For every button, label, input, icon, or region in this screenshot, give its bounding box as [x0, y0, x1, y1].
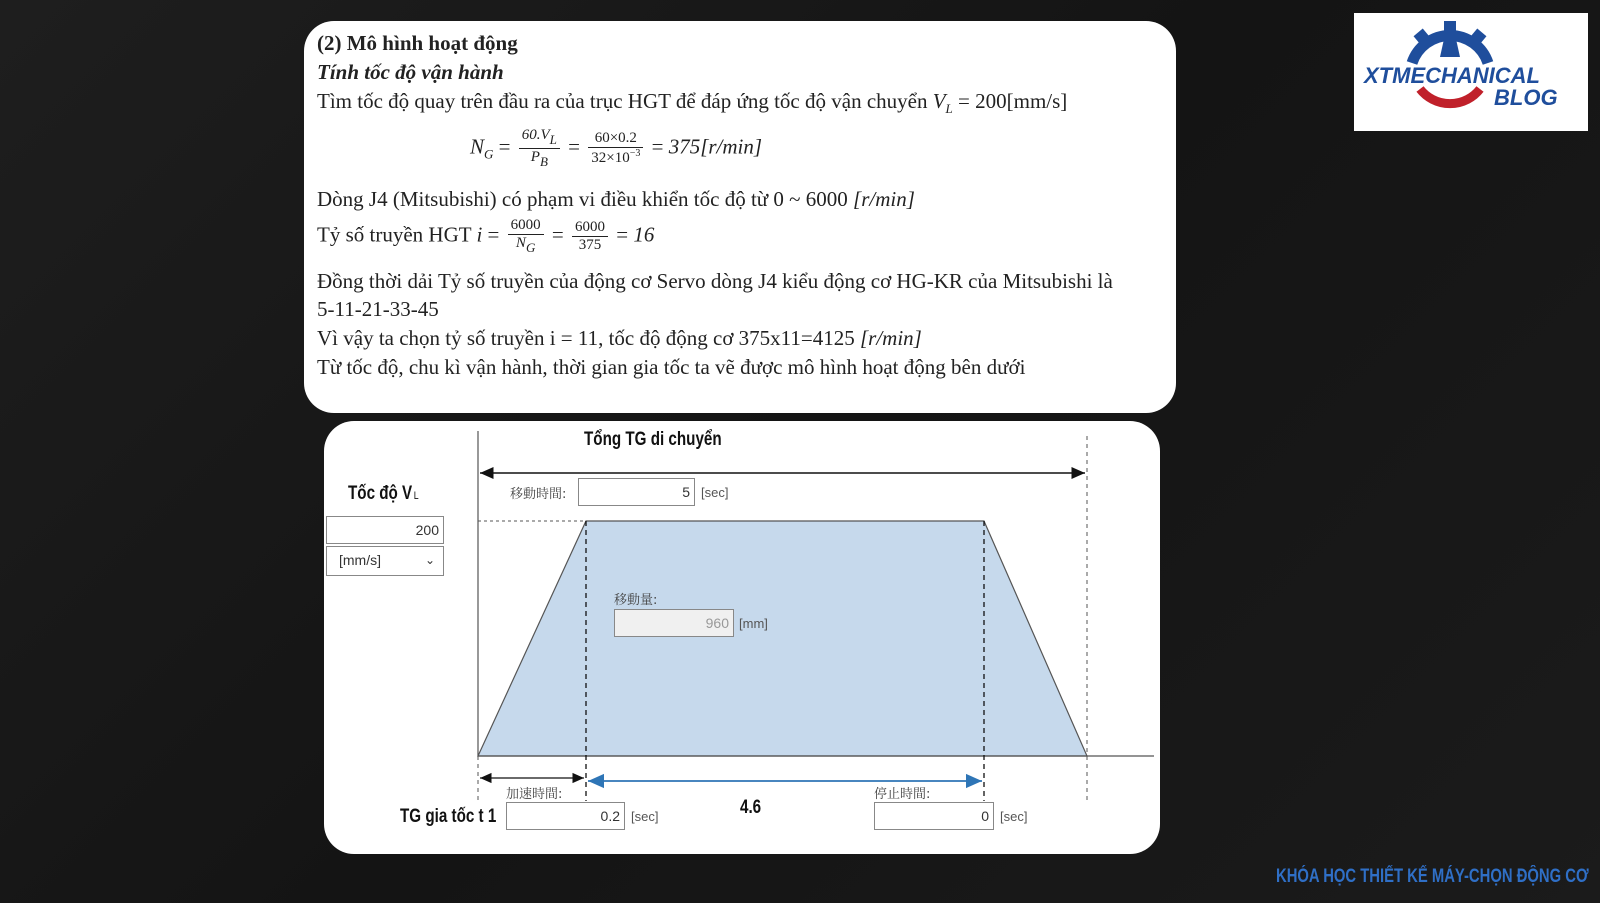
fraction-denominator: P: [530, 149, 540, 165]
ratio2-denominator: 375: [578, 237, 602, 253]
conclusion-line: Từ tốc độ, chu kì vận hành, thời gian gia tốc ta vẽ được mô hình hoạt động bên dưới: [317, 355, 1026, 379]
speed-requirement-line: [317, 89, 1067, 117]
equation-ng: $N_G$ = $\frac{60.VL}{PB}$ = $\frac{60\times 0.2}{32\times 10^{-3}}$ = 375[r/min]: [470, 127, 763, 169]
logo-line2: BLOG: [1494, 85, 1558, 110]
ratio-numerator: 6000: [508, 217, 544, 235]
fraction-numeric: [588, 130, 643, 167]
move-amount-input[interactable]: 960: [614, 609, 734, 637]
speed-label: [348, 483, 419, 505]
speed-unit-select[interactable]: [326, 546, 444, 576]
logo-line1: XTMECHANICAL: [1364, 63, 1540, 88]
speed-range-unit: [r/min]: [853, 187, 915, 211]
speed-label-sub: L: [413, 490, 419, 502]
selection-line: [317, 326, 922, 351]
ng-result: 375[r/min]: [668, 134, 763, 159]
fraction-6000-375: [572, 219, 608, 254]
accel-time-input[interactable]: 0.2: [506, 802, 625, 830]
course-footer: KHÓA HỌC THIẾT KẾ MÁY-CHỌN ĐỘNG CƠ: [1276, 866, 1589, 887]
fraction-numerator-sub: L: [549, 132, 557, 147]
xtmechanical-logo: [1354, 13, 1588, 131]
numeric-exponent: −3: [629, 148, 641, 159]
i-symbol: i: [476, 222, 483, 247]
ng-subscript: G: [484, 146, 494, 162]
move-amount-unit: [mm]: [739, 616, 768, 631]
fraction-60vl-pb: [519, 127, 560, 170]
chevron-down-icon: ⌄: [424, 553, 435, 567]
vl-symbol: V: [932, 89, 946, 113]
section-heading: (2) Mô hình hoạt động: [317, 31, 518, 55]
speed-input[interactable]: 200: [326, 516, 444, 544]
fraction-numerator: 60.V: [521, 127, 550, 143]
speed-unit-value: [mm/s]: [339, 552, 381, 568]
selection-unit: [r/min]: [860, 326, 922, 350]
servo-ratio-values: 5-11-21-33-45: [317, 297, 439, 321]
move-time-unit: [sec]: [701, 485, 729, 500]
accel-time-unit: [sec]: [631, 809, 659, 824]
motion-profile-diagram: [324, 421, 1160, 854]
gear-ratio-text: Tỷ số truyền HGT: [317, 222, 477, 247]
move-time-label: 移動時間:: [510, 487, 567, 502]
move-time-input[interactable]: 5: [578, 478, 695, 506]
ratio2-numerator: 6000: [572, 219, 608, 237]
gear-icon: [1354, 13, 1588, 131]
vl-value: = 200[mm/s]: [952, 89, 1068, 113]
stop-time-input[interactable]: 0: [874, 802, 994, 830]
ratio-denominator: N: [515, 235, 526, 251]
calculation-card: [304, 21, 1176, 413]
stop-time-unit: [sec]: [1000, 809, 1028, 824]
gear-ratio-result: 16: [633, 222, 655, 247]
total-time-label: Tổng TG di chuyển: [584, 429, 722, 450]
move-amount-label: 移動量:: [614, 593, 658, 608]
speed-range-line: [317, 187, 915, 212]
speed-label-text: Tốc độ V: [348, 483, 413, 504]
vl-subscript: L: [945, 101, 953, 116]
speed-range-text: Dòng J4 (Mitsubishi) có phạm vi điều khiển tốc độ từ 0 ~ 6000: [317, 187, 854, 211]
motion-profile-card: [324, 421, 1160, 854]
speed-profile-area: [478, 521, 1087, 756]
ng-symbol: N: [470, 134, 485, 159]
numeric-denominator: 32×10: [591, 150, 630, 166]
selection-text: Vì vậy ta chọn tỷ số truyền i = 11, tốc độ động cơ 375x11=4125: [317, 326, 860, 350]
stop-time-label: 停止時間:: [874, 787, 931, 802]
fraction-6000-ng: [508, 217, 544, 256]
accel-time-label: 加速時間:: [506, 787, 563, 802]
fraction-denominator-sub: B: [539, 154, 548, 169]
speed-requirement-text: Tìm tốc độ quay trên đầu ra của trục HGT để đáp ứng tốc độ vận chuyển: [317, 89, 933, 113]
constant-time-value: 4.6: [740, 797, 762, 818]
gear-ratio-line: Tỷ số truyền HGT i = $\frac{6000}{NG}$ = $\frac{6000}{375}$ = 16: [317, 217, 655, 255]
servo-ratio-line: Đồng thời dải Tỷ số truyền của động cơ Servo dòng J4 kiểu động cơ HG-KR của Mitsubishi là: [317, 269, 1113, 293]
section-subheading: Tính tốc độ vận hành: [317, 60, 504, 84]
numeric-numerator: 60×0.2: [588, 130, 643, 148]
accel-caption: TG gia tốc t 1: [400, 806, 497, 827]
ratio-denominator-sub: G: [525, 240, 536, 255]
